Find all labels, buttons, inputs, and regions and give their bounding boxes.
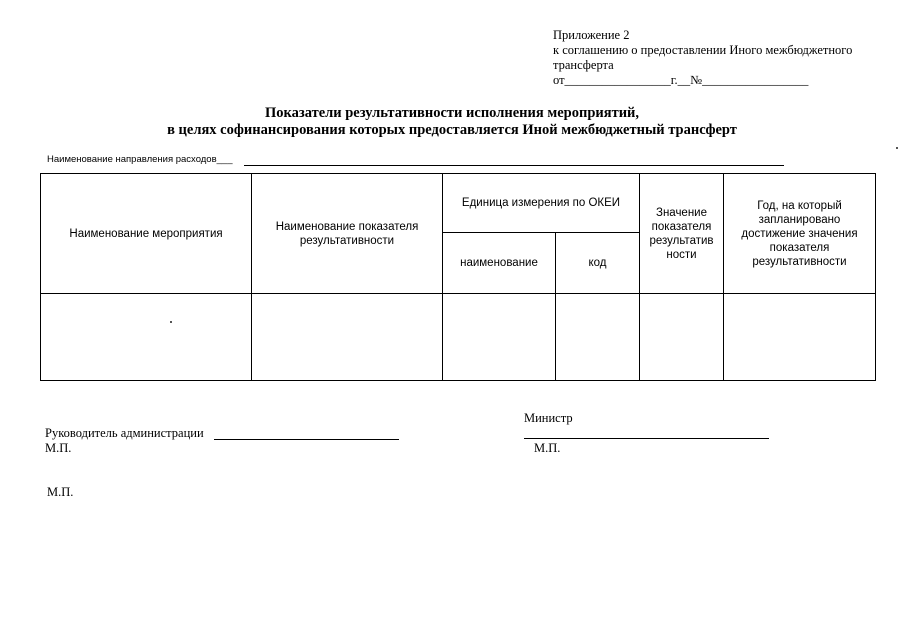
minister-signature-line[interactable] (524, 438, 769, 439)
header-unit-code: код (556, 233, 640, 294)
appendix-transfer: трансферта (553, 58, 614, 72)
appendix-header (553, 28, 883, 88)
appendix-date-number: от_________________г.__№_________________ (553, 73, 809, 87)
header-indicator-name: Наименование показателя результативности (252, 174, 443, 294)
minister-label: Министр (524, 411, 573, 425)
stamp-place-2: М.П. (534, 441, 561, 455)
cell-year[interactable] (724, 294, 876, 381)
cell-event[interactable] (41, 294, 252, 381)
header-indicator-value: Значение показателя результатив ности (640, 174, 724, 294)
direction-label: Наименование направления расходов___ (47, 154, 233, 165)
header-unit-okei: Единица измерения по ОКЕИ (443, 174, 640, 233)
scan-speck (170, 321, 172, 323)
title-line-1: Показатели результативности исполнения мероприятий, (264, 105, 640, 121)
direction-input-line[interactable] (244, 165, 784, 166)
header-unit-name: наименование (443, 233, 556, 294)
stamp-place-3: М.П. (47, 485, 74, 499)
scan-speck (896, 147, 898, 149)
head-admin-signature-line[interactable] (214, 439, 399, 440)
cell-unit-name[interactable] (443, 294, 556, 381)
head-admin-label: Руководитель администрации (45, 426, 204, 440)
appendix-agreement: к соглашению о предоставлении Иного межбюджетного (553, 43, 853, 57)
header-event-name: Наименование мероприятия (41, 174, 252, 294)
appendix-number: Приложение 2 (553, 28, 630, 42)
stamp-place-1: М.П. (45, 441, 72, 455)
title-line-2: в целях софинансирования которых предоставляется Иной межбюджетный трансферт (167, 122, 737, 138)
table-row (41, 294, 876, 381)
indicators-table (40, 173, 876, 381)
cell-unit-code[interactable] (556, 294, 640, 381)
header-target-year: Год, на который запланировано достижение значения показателя результативности (724, 174, 876, 294)
document-title (0, 105, 904, 139)
cell-indicator[interactable] (252, 294, 443, 381)
cell-value[interactable] (640, 294, 724, 381)
